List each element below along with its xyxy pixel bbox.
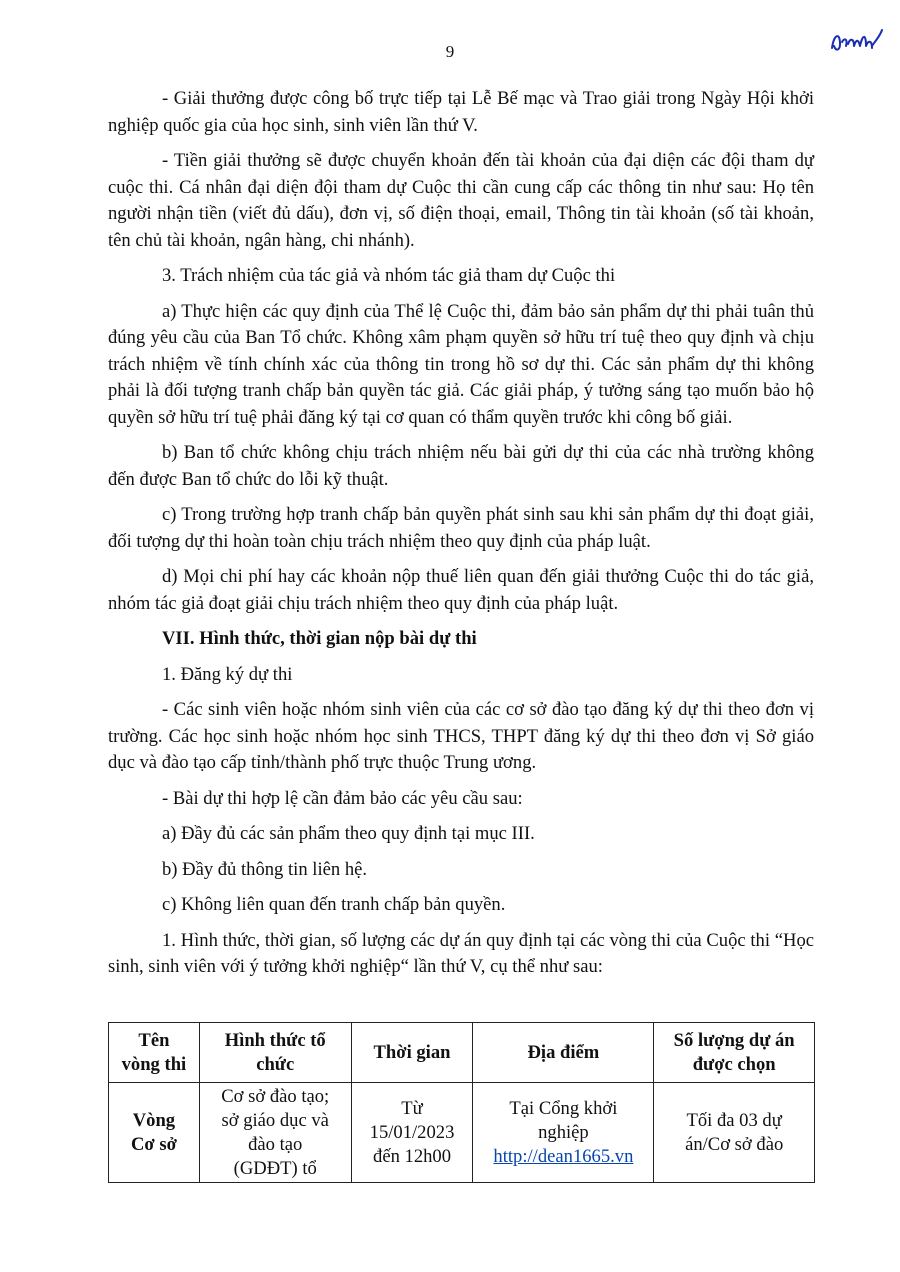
subsection-1-title: 1. Đăng ký dự thi	[162, 663, 293, 685]
cell-round-name: Vòng Cơ sở	[109, 1083, 200, 1183]
header-organization-form: Hình thức tổ chức	[199, 1023, 351, 1083]
page-number: 9	[445, 42, 455, 61]
header-project-count: Số lượng dự án được chọn	[654, 1023, 815, 1083]
document-body	[108, 86, 814, 990]
paragraph-valid-entry: - Bài dự thi hợp lệ cần đảm bảo các yêu cầu sau:	[162, 787, 523, 809]
paragraph-prize-transfer: - Tiền giải thưởng sẽ được chuyển khoản đến tài khoản của đại diện các đội tham dự cuộc thi. Cá nhân đại diện đội tham dự Cuộc thi cần cung cấp các thông tin như sau: Họ tên người nhận tiền (viết đủ dấu), đơn vị, số điện thoại, email, Thông tin tài khoản (số tài khoản, tên chủ tài khoản, ngân hàng, chi nhánh).	[108, 150, 814, 251]
requirement-a: a) Đầy đủ các sản phẩm theo quy định tại mục III.	[162, 823, 535, 844]
requirement-c: c) Không liên quan đến tranh chấp bản quyền.	[162, 894, 506, 915]
handwritten-initials-signature	[828, 26, 884, 56]
paragraph-3a: a) Thực hiện các quy định của Thể lệ Cuộc thi, đảm bảo sản phẩm dự thi phải tuân thủ đúng yêu cầu của Ban Tổ chức. Không xâm phạm quyền sở hữu trí tuệ theo quy định và chịu trách nhiệm về tính chính xác của thông tin trong hồ sơ dự thi. Các sản phẩm dự thi không phải là đối tượng tranh chấp bản quyền tác giả. Các giải pháp, ý tưởng sáng tạo muốn bảo hộ quyền sở hữu trí tuệ phải đăng ký tại cơ quan có thẩm quyền trước khi công bố giải.	[108, 300, 814, 428]
header-place: Địa điểm	[473, 1023, 654, 1083]
paragraph-3c: c) Trong trường hợp tranh chấp bản quyền phát sinh sau khi sản phẩm dự thi đoạt giải, đối tượng dự thi hoàn toàn chịu trách nhiệm theo quy định của pháp luật.	[108, 504, 814, 552]
rounds-table	[108, 1022, 815, 1183]
paragraph-3b: b) Ban tổ chức không chịu trách nhiệm nếu bài gửi dự thi của các nhà trường không đến được Ban tổ chức do lỗi kỹ thuật.	[108, 442, 814, 490]
paragraph-rounds-intro: 1. Hình thức, thời gian, số lượng các dự án quy định tại các vòng thi của Cuộc thi “Học sinh, sinh viên với ý tưởng khởi nghiệp“ lần thứ V, cụ thể như sau:	[108, 929, 814, 977]
paragraph-award-announcement: - Giải thưởng được công bố trực tiếp tại Lễ Bế mạc và Trao giải trong Ngày Hội khởi nghiệp quốc gia của học sinh, sinh viên lần thứ V.	[108, 88, 814, 136]
paragraph-3d: d) Mọi chi phí hay các khoản nộp thuế liên quan đến giải thưởng Cuộc thi do tác giả, nhóm tác giả đoạt giải chịu trách nhiệm theo quy định của pháp luật.	[108, 566, 814, 614]
section-vii-heading: VII. Hình thức, thời gian nộp bài dự thi	[162, 628, 477, 649]
header-round-name: Tên vòng thi	[109, 1023, 200, 1083]
cell-project-count: Tối đa 03 dự án/Cơ sở đào	[654, 1083, 815, 1183]
cell-organization-form: Cơ sở đào tạo; sở giáo dục và đào tạo (GDĐT) tổ	[199, 1083, 351, 1183]
paragraph-registration: - Các sinh viên hoặc nhóm sinh viên của các cơ sở đào tạo đăng ký dự thi theo đơn vị trường. Các học sinh hoặc nhóm học sinh THCS, THPT đăng ký dự thi theo đơn vị Sở giáo dục và đào tạo cấp tỉnh/thành phố trực thuộc Trung ương.	[108, 699, 814, 773]
section-3-title: 3. Trách nhiệm của tác giả và nhóm tác giả tham dự Cuộc thi	[162, 265, 616, 286]
cell-place: Tại Cổng khởi nghiệp http://dean1665.vn	[473, 1083, 654, 1183]
table-header-row	[109, 1023, 815, 1083]
header-time: Thời gian	[351, 1023, 473, 1083]
requirement-b: b) Đầy đủ thông tin liên hệ.	[162, 858, 368, 880]
table-row	[109, 1083, 815, 1183]
startup-portal-link[interactable]: http://dean1665.vn	[493, 1145, 634, 1167]
cell-time: Từ 15/01/2023 đến 12h00	[351, 1083, 473, 1183]
